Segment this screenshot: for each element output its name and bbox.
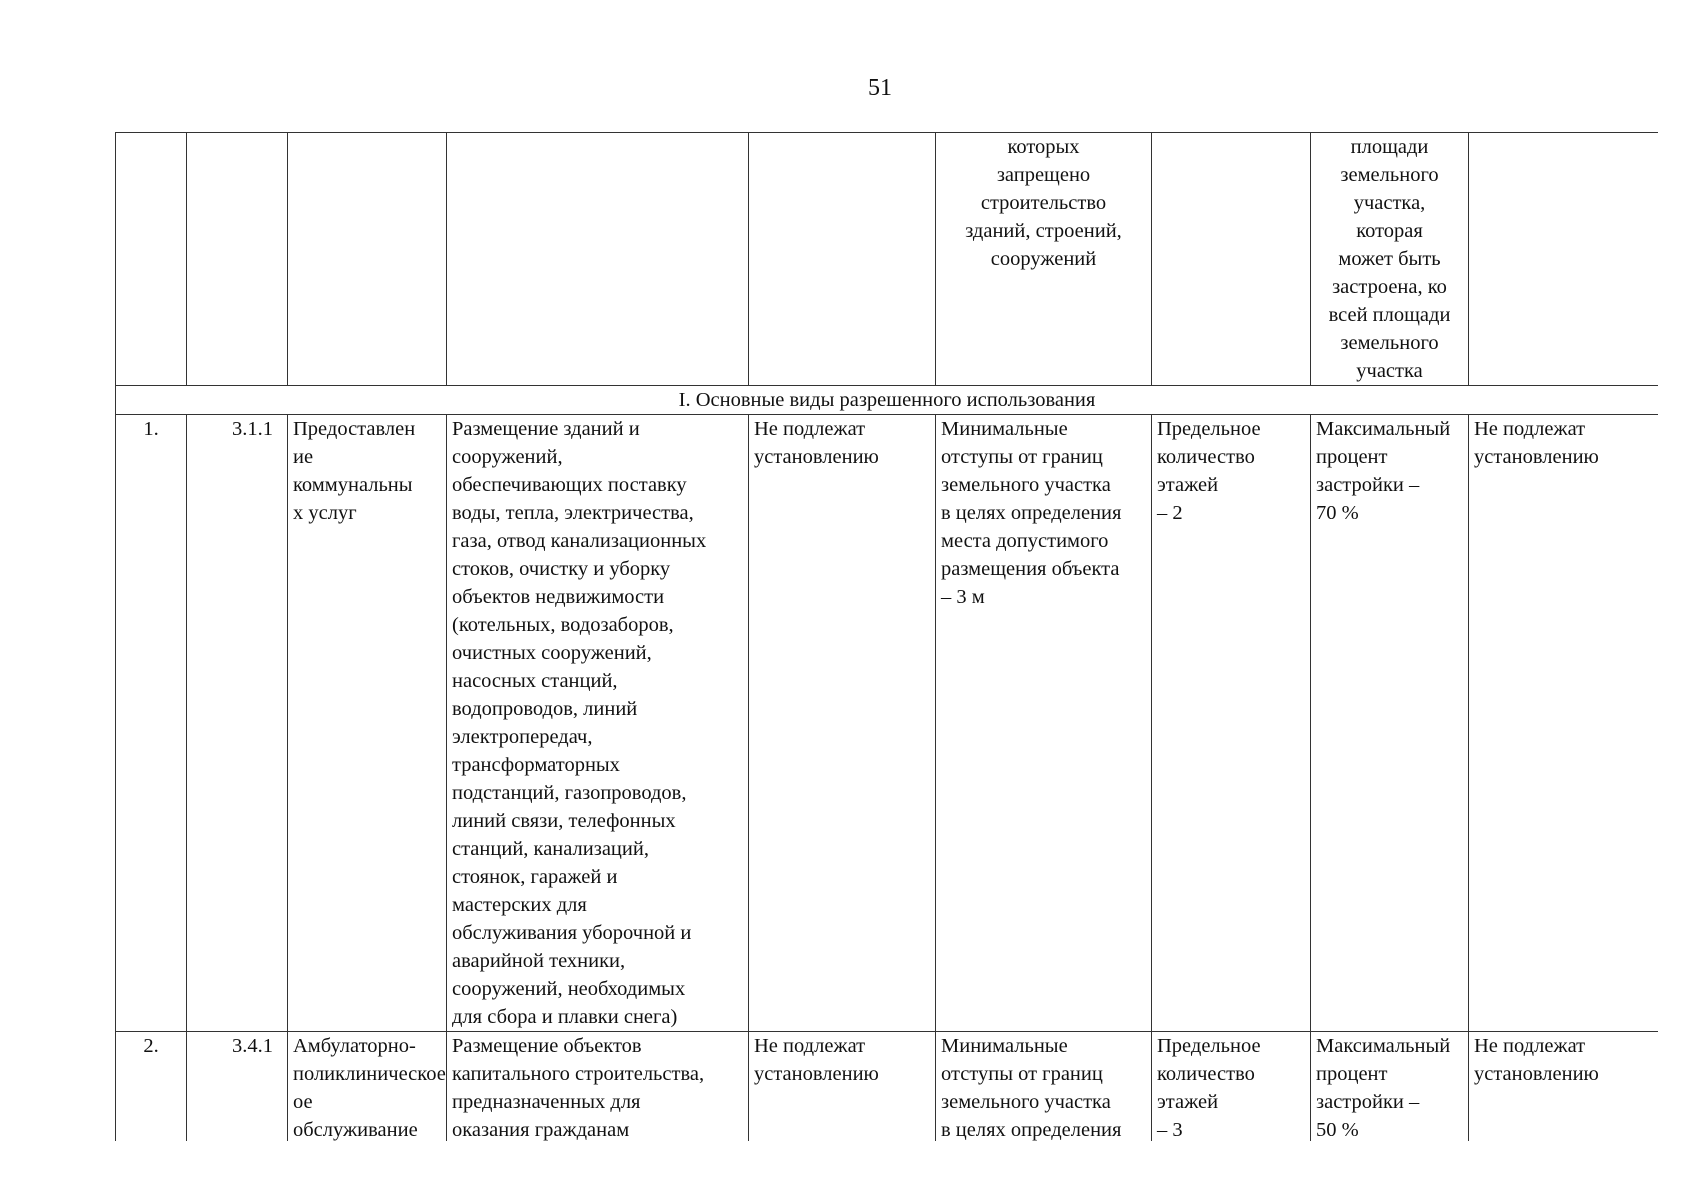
table-row-continuation bbox=[116, 133, 1659, 386]
row-floors: Предельное количество этажей – 3 bbox=[1152, 1032, 1311, 1142]
row-description: Размещение объектов капитального строительства, предназначенных для оказания гражданам bbox=[447, 1032, 749, 1142]
table-cell bbox=[1152, 133, 1311, 386]
section-title: I. Основные виды разрешенного использования bbox=[116, 386, 1659, 415]
row-other: Не подлежат установлению bbox=[1469, 1032, 1659, 1142]
table-cell bbox=[1469, 133, 1659, 386]
table-cell bbox=[749, 133, 936, 386]
row-use-name: Амбулаторно- поликлиническое ое обслуживание bbox=[288, 1032, 447, 1142]
row-area: Не подлежат установлению bbox=[749, 415, 936, 1032]
row-coverage: Максимальный процент застройки – 70 % bbox=[1311, 415, 1469, 1032]
table-row bbox=[116, 415, 1659, 1032]
row-other: Не подлежат установлению bbox=[1469, 415, 1659, 1032]
table-cell-header-setbacks: которых запрещено строительство зданий, строений, сооружений bbox=[936, 133, 1152, 386]
table-cell bbox=[288, 133, 447, 386]
row-code: 3.4.1 bbox=[187, 1032, 288, 1142]
page-number: 51 bbox=[868, 75, 892, 101]
table-cell-header-coverage: площади земельного участка, которая может быть застроена, ко всей площади земельного участка bbox=[1311, 133, 1469, 386]
row-description: Размещение зданий и сооружений, обеспечивающих поставку воды, тепла, электричества, газа, отвод канализационных стоков, очистку и уборку объектов недвижимости (котельных, водозаборов, очистных сооружений, насосных станций, водопроводов, линий электропередач, трансформаторных подстанций, газопроводов, линий связи, телефонных станций, канализаций, стоянок, гаражей и мастерских для обслуживания уборочной и аварийной техники, сооружений, необходимых для сбора и плавки снега) bbox=[447, 415, 749, 1032]
row-area: Не подлежат установлению bbox=[749, 1032, 936, 1142]
table-row-section bbox=[116, 386, 1659, 415]
row-code: 3.1.1 bbox=[187, 415, 288, 1032]
row-number: 1. bbox=[116, 415, 187, 1032]
table-row bbox=[116, 1032, 1659, 1142]
row-number: 2. bbox=[116, 1032, 187, 1142]
row-floors: Предельное количество этажей – 2 bbox=[1152, 415, 1311, 1032]
row-setbacks: Минимальные отступы от границ земельного участка в целях определения bbox=[936, 1032, 1152, 1142]
table-frame bbox=[115, 132, 1658, 1141]
row-setbacks: Минимальные отступы от границ земельного участка в целях определения места допустимого размещения объекта – 3 м bbox=[936, 415, 1152, 1032]
table-cell bbox=[447, 133, 749, 386]
row-coverage: Максимальный процент застройки – 50 % bbox=[1311, 1032, 1469, 1142]
land-use-rules-table bbox=[115, 132, 1658, 1141]
table-cell bbox=[116, 133, 187, 386]
row-use-name: Предоставлен ие коммунальны х услуг bbox=[288, 415, 447, 1032]
table-cell bbox=[187, 133, 288, 386]
